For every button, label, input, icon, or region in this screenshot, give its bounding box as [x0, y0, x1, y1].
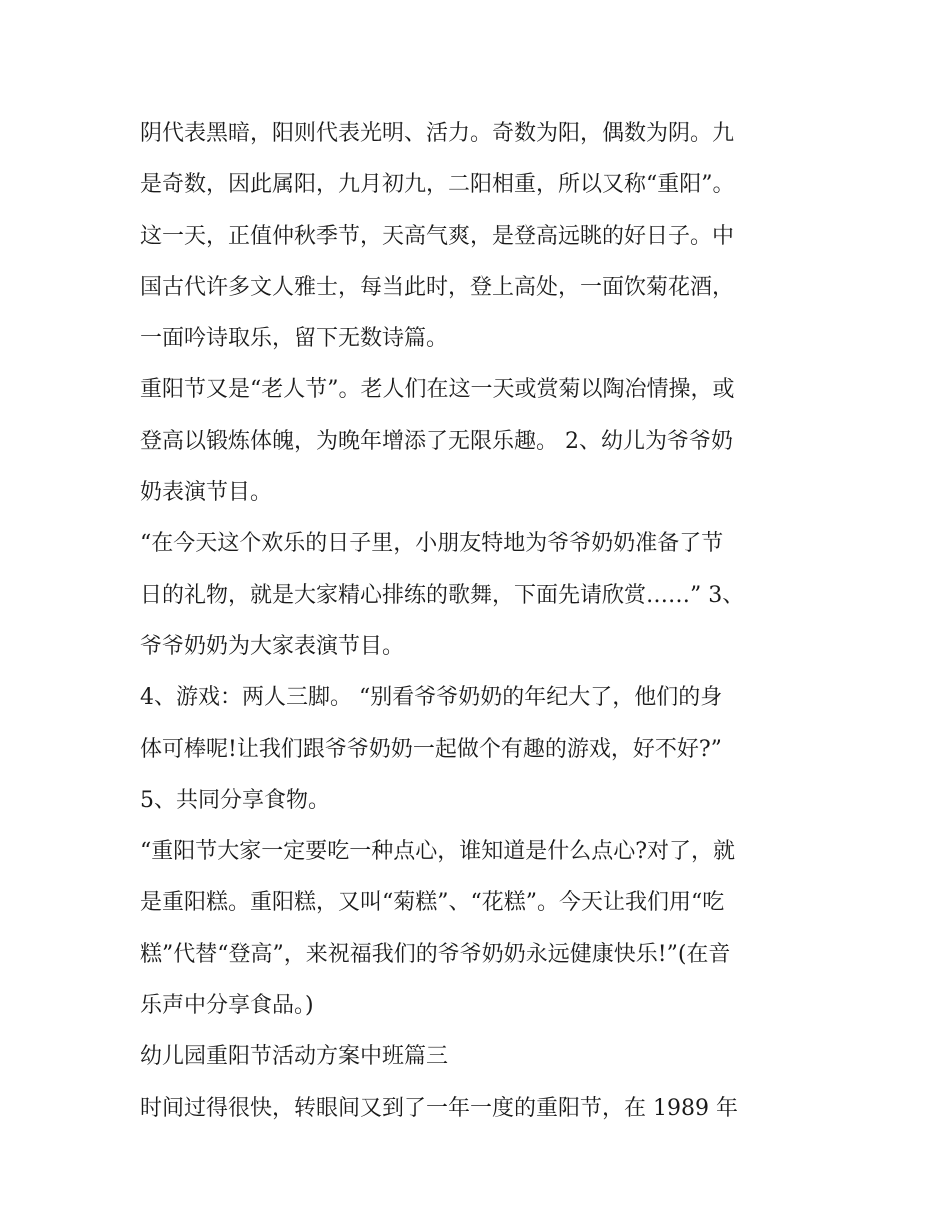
text-line: 国古代许多文人雅士，每当此时，登上高处，一面饮菊花酒， [140, 274, 735, 300]
text-line: 体可棒呢!让我们跟爷爷奶奶一起做个有趣的游戏，好不好?” [140, 736, 722, 762]
text-line: 登高以锻炼体魄，为晚年增添了无限乐趣。 2、幼儿为爷爷奶 [140, 428, 733, 454]
text-line: “在今天这个欢乐的日子里，小朋友特地为爷爷奶奶准备了节 [140, 531, 724, 557]
section-heading: 幼儿园重阳节活动方案中班篇三 [140, 1044, 449, 1070]
text-line: 4、游戏：两人三脚。 “别看爷爷奶奶的年纪大了，他们的身 [140, 685, 723, 711]
document-body [140, 108, 820, 1134]
text-line: 是重阳糕。重阳糕，又叫“菊糕”、“花糕”。今天让我们用“吃 [140, 890, 725, 916]
text-line: 5、共同分享食物。 [140, 787, 330, 813]
text-line: 重阳节又是“老人节”。老人们在这一天或赏菊以陶冶情操，或 [140, 377, 735, 403]
text-line: 乐声中分享食品。) [140, 993, 314, 1019]
text-line: 糕”代替“登高”，来祝福我们的爷爷奶奶永远健康快乐!”(在音 [140, 941, 731, 967]
text-line: 日的礼物，就是大家精心排练的歌舞，下面先请欣赏……” 3、 [140, 582, 745, 608]
text-line: “重阳节大家一定要吃一种点心，谁知道是什么点心?对了，就 [140, 839, 736, 865]
text-line: 时间过得很快，转眼间又到了一年一度的重阳节，在 1989 年 [140, 1095, 738, 1121]
text-line: 爷爷奶奶为大家表演节目。 [140, 633, 405, 659]
text-line: 一面吟诗取乐，留下无数诗篇。 [140, 326, 449, 352]
text-line: 阴代表黑暗，阳则代表光明、活力。奇数为阳，偶数为阴。九 [140, 121, 735, 146]
text-line: 是奇数，因此属阳，九月初九，二阳相重，所以又称“重阳”。 [140, 172, 735, 198]
text-line: 这一天，正值仲秋季节，天高气爽，是登高远眺的好日子。中 [140, 223, 735, 249]
text-line: 奶表演节目。 [140, 480, 273, 506]
